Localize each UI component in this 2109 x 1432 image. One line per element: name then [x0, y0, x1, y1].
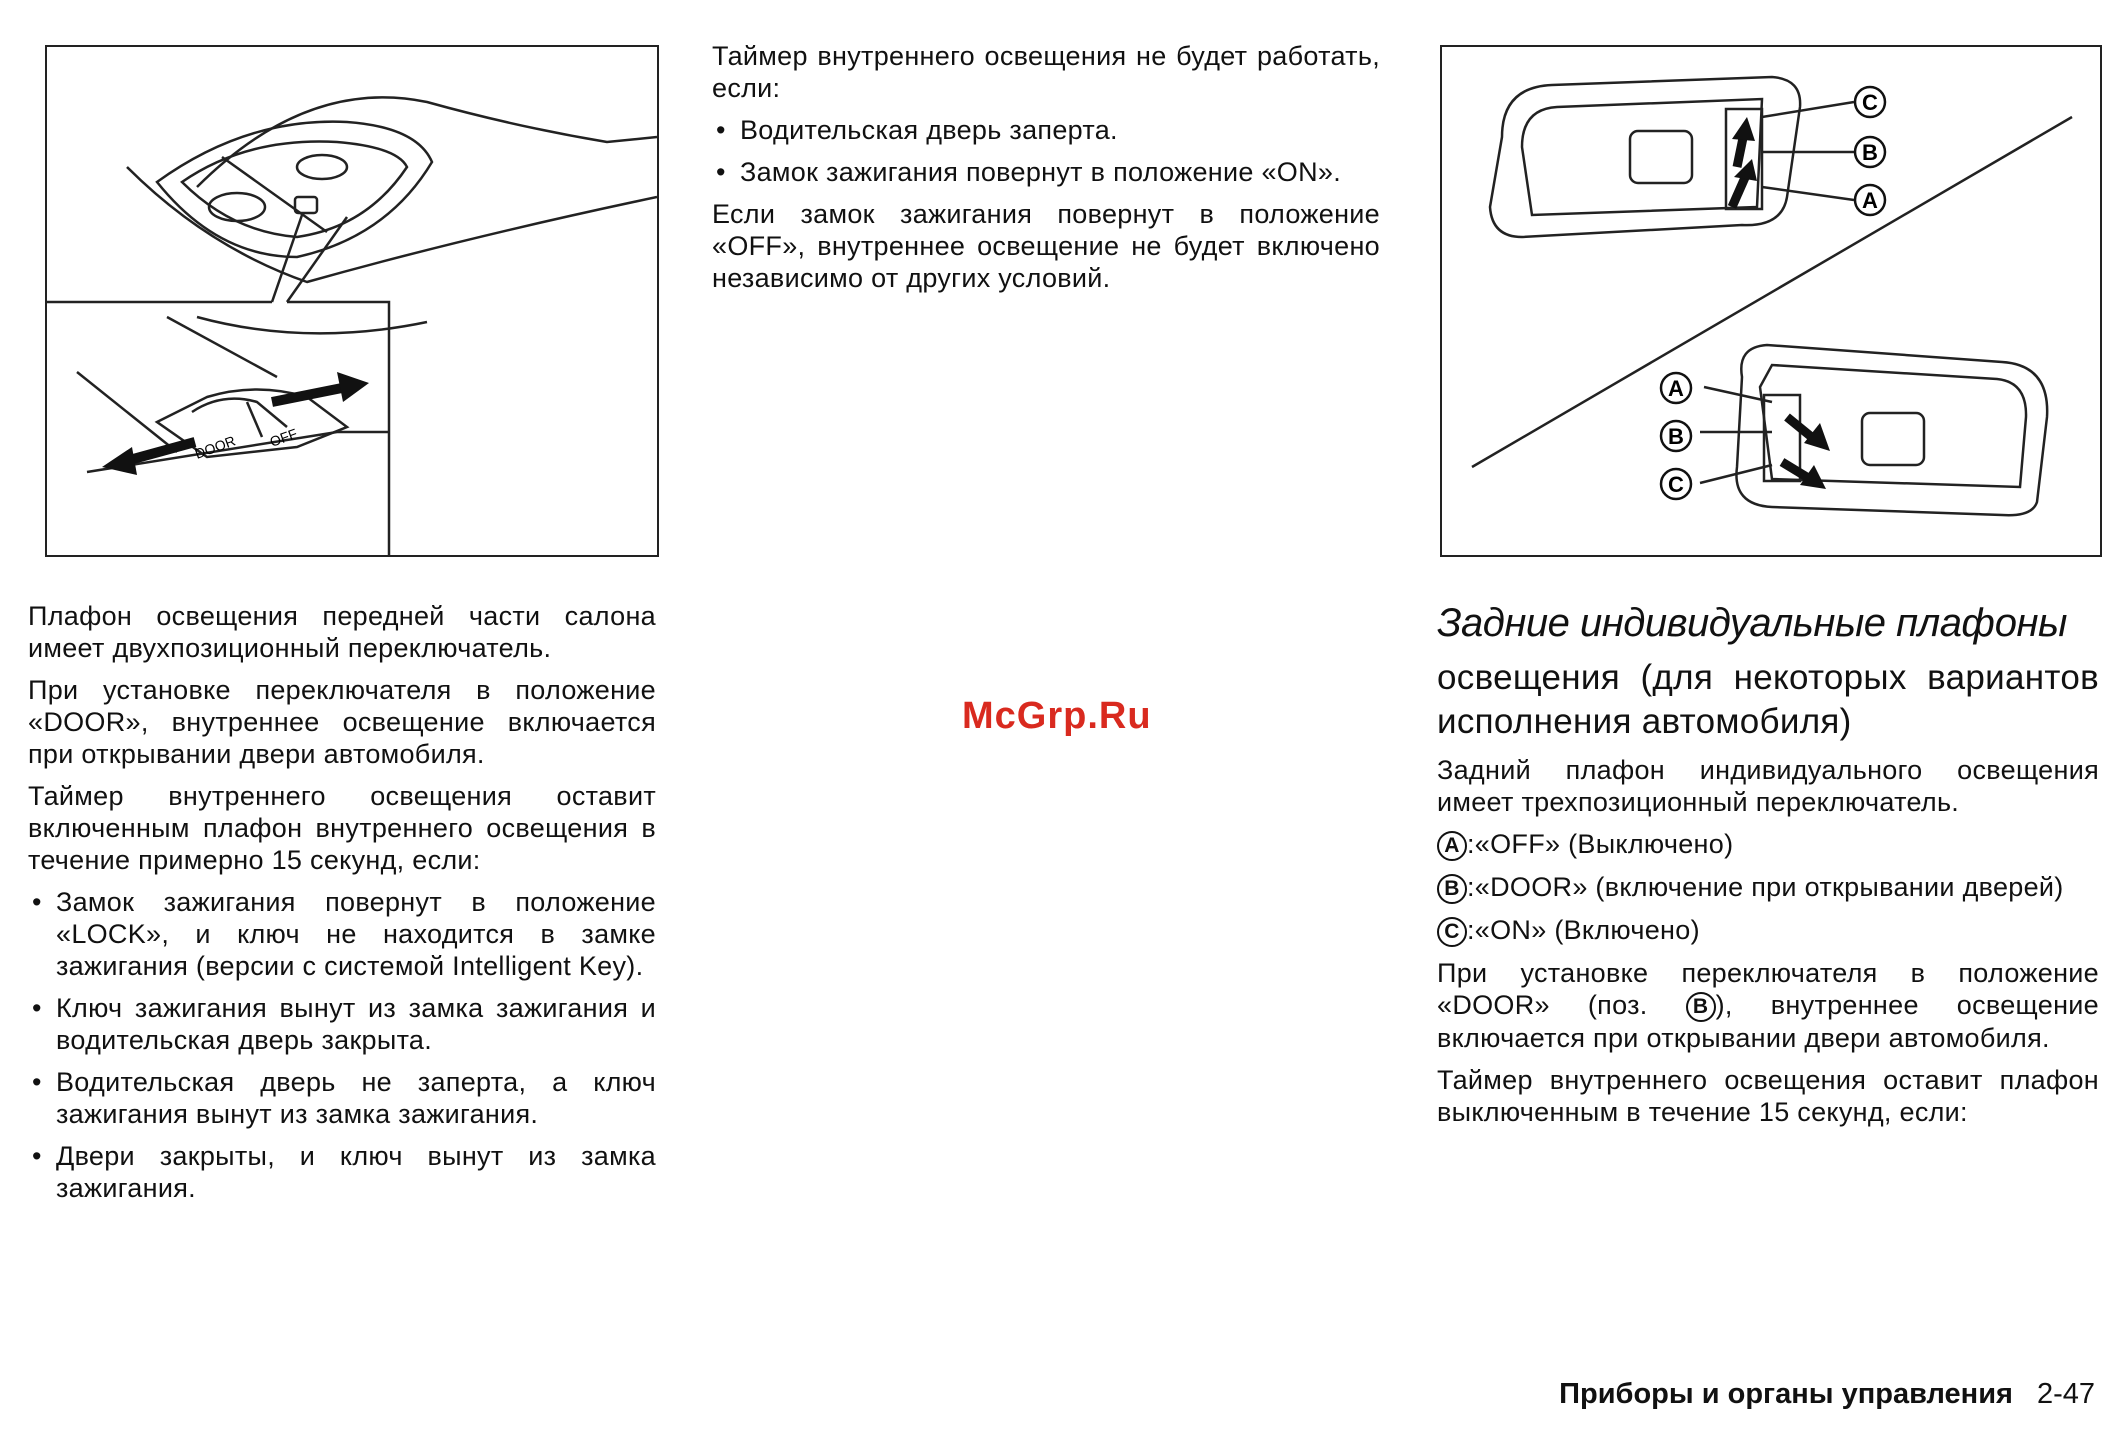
- position-b-inline-mark: B: [1686, 992, 1716, 1022]
- left-bullet-list: [28, 886, 656, 1204]
- list-item: • Водительская дверь заперта.: [712, 114, 1380, 146]
- label-b-upper: B: [1862, 140, 1878, 165]
- list-item: • Замок зажигания повернут в положение «ON».: [712, 156, 1380, 188]
- position-b: [1437, 871, 2099, 904]
- section-heading-line1: Задние индивидуальные плафоны: [1437, 601, 2067, 645]
- label-a-lower: A: [1668, 376, 1684, 401]
- section-heading-line2: освещения (для некоторых вариантов исполнения автомобиля): [1437, 658, 2099, 741]
- position-a-mark: A: [1437, 831, 1467, 861]
- label-b-lower: B: [1668, 424, 1684, 449]
- list-item: • Водительская дверь не заперта, а ключ зажигания вынут из замка зажигания.: [28, 1066, 656, 1130]
- off-label: OFF: [267, 425, 300, 450]
- door-label: DOOR: [192, 432, 238, 462]
- page-number: 2-47: [2036, 1378, 2095, 1410]
- label-c-lower: C: [1668, 472, 1684, 497]
- middle-bullet-list: [712, 114, 1380, 188]
- position-b-mark: B: [1437, 874, 1467, 904]
- right-para-timer: Таймер внутреннего освещения оставит плафон выключенным в течение 15 секунд, если:: [1437, 1064, 2099, 1127]
- left-para-door: При установке переключателя в положение «DOOR», внутреннее освещение включается при открывании двери автомобиля.: [28, 675, 656, 769]
- rear-map-lights-illustration: [1442, 47, 2100, 555]
- position-c-text: :«ON» (Включено): [1467, 914, 1700, 945]
- right-para-door: [1437, 957, 2099, 1054]
- position-c: [1437, 914, 2099, 947]
- footer-section-title: Приборы и органы управления: [1559, 1378, 2013, 1410]
- right-column: [1437, 600, 2099, 1138]
- left-column: [28, 600, 656, 1214]
- middle-intro: Таймер внутреннего освещения не будет работать, если:: [712, 41, 1380, 103]
- middle-para: Если замок зажигания повернут в положение «OFF», внутреннее освещение не будет включено независимо от других условий.: [712, 199, 1380, 293]
- left-para-timer: Таймер внутреннего освещения оставит включенным плафон внутреннего освещения в течение примерно 15 секунд, если:: [28, 781, 656, 875]
- label-c-upper: C: [1862, 90, 1878, 115]
- front-dome-light-illustration: [47, 47, 657, 555]
- front-dome-light-figure: [45, 45, 659, 557]
- label-a-upper: A: [1862, 188, 1878, 213]
- rear-map-lights-figure: [1440, 45, 2102, 557]
- position-a: [1437, 828, 2099, 861]
- right-para-door-before: При установке переключателя в положение «DOOR» (поз.: [1437, 957, 2099, 1020]
- left-para-switch: Плафон освещения передней части салона имеет двухпозиционный переключатель.: [28, 601, 656, 663]
- position-c-mark: C: [1437, 917, 1467, 947]
- list-item: • Двери закрыты, и ключ вынут из замка зажигания.: [28, 1140, 656, 1204]
- position-b-text: :«DOOR» (включение при открывании дверей): [1467, 871, 2064, 902]
- watermark: McGrp.Ru: [962, 695, 1152, 737]
- middle-column: [712, 40, 1380, 304]
- right-para-door-after: ), внутреннее освещение включается при открывании двери автомобиля.: [1437, 989, 2099, 1053]
- right-para-switch: Задний плафон индивидуального освещения имеет трехпозиционный переключатель.: [1437, 755, 2099, 817]
- list-item: • Замок зажигания повернут в положение «LOCK», и ключ не находится в замке зажигания (версии с системой Intelligent Key).: [28, 886, 656, 982]
- page-footer: [1559, 1378, 2095, 1411]
- position-a-text: :«OFF» (Выключено): [1467, 829, 1734, 859]
- list-item: • Ключ зажигания вынут из замка зажигания и водительская дверь закрыта.: [28, 992, 656, 1056]
